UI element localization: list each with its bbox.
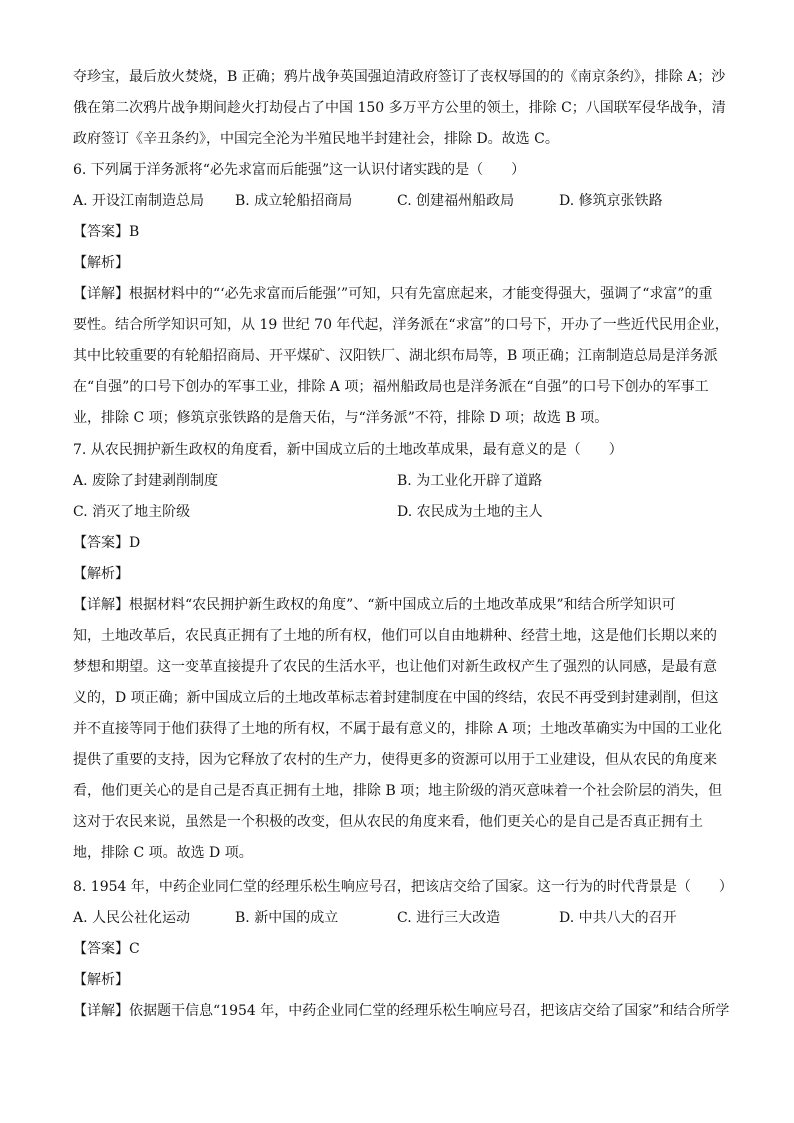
detail-line: 梦想和期望。这一变革直接提升了农民的生活水平，也让他们对新生政权产生了强烈的认同感，是最有意 (73, 659, 717, 675)
detail-line: 业，排除 C 项；修筑京张铁路的是詹天佑，与“洋务派”不符，排除 D 项；故选 B 项。 (73, 410, 609, 426)
detail-line: 义的，D 项正确；新中国成立后的土地改革标志着封建制度在中国的终结，农民不再受到封建剥削，但这 (73, 690, 719, 706)
analysis-label: 【解析】 (73, 255, 129, 271)
detail-line: 【详解】依据题干信息“1954 年，中药企业同仁堂的经理乐松生响应号召，把该店交给了国家”和结合所学 (73, 1003, 730, 1019)
detail-line: 提供了重要的支持，因为它释放了农村的生产力，使得更多的资源可以用于工业建设，但从农民的角度来 (73, 752, 717, 768)
option-d: D. 修筑京张铁路 (559, 193, 663, 209)
option-b: B. 成立轮船招商局 (235, 193, 353, 209)
option-a: A. 人民公社化运动 (73, 910, 191, 926)
text-line: 俄在第二次鸦片战争期间趁火打劫侵占了中国 150 多万平方公里的领土，排除 C；八国联军侵华战争，清 (73, 100, 726, 116)
option-b: B. 为工业化开辟了道路 (397, 473, 543, 489)
option-c: C. 创建福州船政局 (397, 193, 515, 209)
detail-line: 要性。结合所学知识可知，从 19 世纪 70 年代起，洋务派在“求富”的口号下，开办了一些近代民用企业， (73, 317, 729, 333)
detail-line: 知，土地改革后，农民真正拥有了土地的所有权，他们可以自由地耕种、经营土地，这是他们长期以来的 (73, 628, 717, 644)
text-line: 夺珍宝，最后放火焚烧，B 正确；鸦片战争英国强迫清政府签订了丧权辱国的的《南京条约》，排除 A；沙 (73, 69, 726, 85)
option-c: C. 消灭了地主阶级 (73, 504, 191, 520)
option-d: D. 中共八大的召开 (559, 910, 677, 926)
detail-line: 【详解】根据材料“农民拥护新生政权的角度”、“新中国成立后的土地改革成果”和结合所学知识可 (73, 597, 676, 613)
text-line: 政府签订《辛丑条约》，中国完全沦为半殖民地半封建社会，排除 D。故选 C。 (73, 131, 559, 147)
detail-line: 【详解】根据材料中的“‘必先求富而后能强’”可知，只有先富庶起来，才能变得强大，强调了“求富”的重 (73, 286, 713, 302)
previous-explanation (73, 62, 726, 155)
option-a: A. 废除了封建剥削制度 (73, 473, 219, 489)
question-stem: 8. 1954 年，中药企业同仁堂的经理乐松生响应号召，把该店交给了国家。这一行为的时代背景是（ ） (73, 879, 733, 895)
analysis-label: 【解析】 (73, 566, 129, 582)
answer-label: 【答案】B (73, 224, 140, 240)
detail-line: 看，他们更关心的是自己是否真正拥有土地，排除 B 项；地主阶级的消灭意味着一个社会阶层的消失，但 (73, 783, 723, 799)
question-stem: 7. 从农民拥护新生政权的角度看，新中国成立后的土地改革成果，最有意义的是（ ） (73, 442, 623, 458)
question-8 (73, 872, 733, 1027)
detail-line: 地，排除 C 项。故选 D 项。 (73, 845, 253, 861)
option-b: B. 新中国的成立 (235, 910, 339, 926)
option-c: C. 进行三大改造 (397, 910, 501, 926)
answer-label: 【答案】C (73, 941, 140, 957)
option-a: A. 开设江南制造总局 (73, 193, 205, 209)
detail-line: 其中比较重要的有轮船招商局、开平煤矿、汉阳铁厂、湖北织布局等，B 项正确；江南制造总局是洋务派 (73, 348, 718, 364)
question-7 (73, 435, 723, 869)
detail-line: 这对于农民来说，虽然是一个积极的改变，但从农民的角度来看，他们更关心的是自己是否真正拥有土 (73, 814, 703, 830)
answer-label: 【答案】D (73, 535, 141, 551)
analysis-label: 【解析】 (73, 972, 129, 988)
options-row-2 (73, 497, 723, 528)
detail-line: 并不直接等同于他们获得了土地的所有权，不属于最有意义的，排除 A 项；土地改革确实为中国的工业化 (73, 721, 723, 737)
question-stem: 6. 下列属于洋务派将“必先求富而后能强”这一认识付诸实践的是（ ） (73, 162, 526, 178)
options-row-1 (73, 466, 723, 497)
options-row (73, 903, 723, 934)
option-d: D. 农民成为土地的主人 (397, 504, 543, 520)
options-row (73, 186, 723, 217)
detail-line: 在“自强”的口号下创办的军事工业，排除 A 项；福州船政局也是洋务派在“自强”的口号下创办的军事工 (73, 379, 709, 395)
question-6 (73, 155, 729, 434)
